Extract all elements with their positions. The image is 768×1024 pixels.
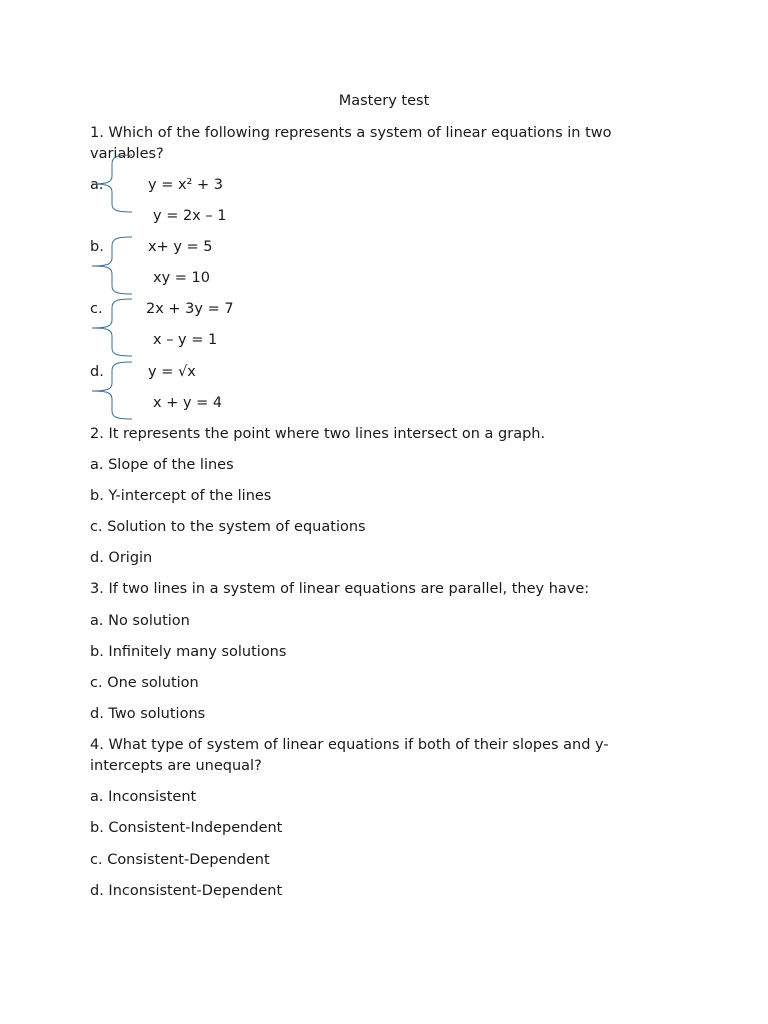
q2-choice-c: c. Solution to the system of equations <box>90 519 366 535</box>
question-4-prompt-line-2: intercepts are unequal? <box>90 758 262 774</box>
q3-choice-b: b. Infinitely many solutions <box>90 644 287 660</box>
q1-choice-c-letter: c. <box>90 301 103 317</box>
q1-choice-b-equation-1: x+ y = 5 <box>148 239 213 255</box>
q1-choice-d-brace <box>90 361 135 421</box>
q3-choice-c: c. One solution <box>90 675 199 691</box>
q1-choice-c-equation-2: x – y = 1 <box>153 332 218 348</box>
q1-choice-c-brace <box>90 298 135 358</box>
q1-choice-c-equation-1: 2x + 3y = 7 <box>146 301 234 317</box>
q1-choice-b-brace <box>90 236 135 296</box>
question-1-prompt: 1. Which of the following represents a system of linear equations in two variables? <box>90 125 612 162</box>
q4-choice-c: c. Consistent-Dependent <box>90 852 270 868</box>
q3-choice-d: d. Two solutions <box>90 706 206 722</box>
q2-choice-b: b. Y-intercept of the lines <box>90 488 272 504</box>
q2-choice-a: a. Slope of the lines <box>90 457 234 473</box>
q1-choice-d-equation-2: x + y = 4 <box>153 395 223 411</box>
q1-choice-b-equation-2: xy = 10 <box>153 270 210 286</box>
q3-choice-a: a. No solution <box>90 613 190 629</box>
question-4-prompt-line-1: 4. What type of system of linear equations if both of their slopes and y- <box>90 737 609 753</box>
q4-choice-d: d. Inconsistent-Dependent <box>90 883 283 899</box>
q1-choice-a-brace <box>90 154 135 214</box>
q1-choice-a-letter: a. <box>90 177 104 193</box>
q1-choice-d-equation-1: y = √x <box>148 364 196 380</box>
document-title: Mastery test <box>338 93 430 109</box>
q4-choice-a: a. Inconsistent <box>90 789 197 805</box>
q1-choice-a-equation-2: y = 2x – 1 <box>153 208 227 224</box>
q2-choice-d: d. Origin <box>90 550 153 566</box>
q1-choice-d-letter: d. <box>90 364 104 380</box>
q1-choice-a-equation-1: y = x² + 3 <box>148 177 223 193</box>
question-2-prompt: 2. It represents the point where two lines intersect on a graph. <box>90 426 546 442</box>
question-3-prompt: 3. If two lines in a system of linear equations are parallel, they have: <box>90 581 590 597</box>
q4-choice-b: b. Consistent-Independent <box>90 820 283 836</box>
q1-choice-b-letter: b. <box>90 239 104 255</box>
